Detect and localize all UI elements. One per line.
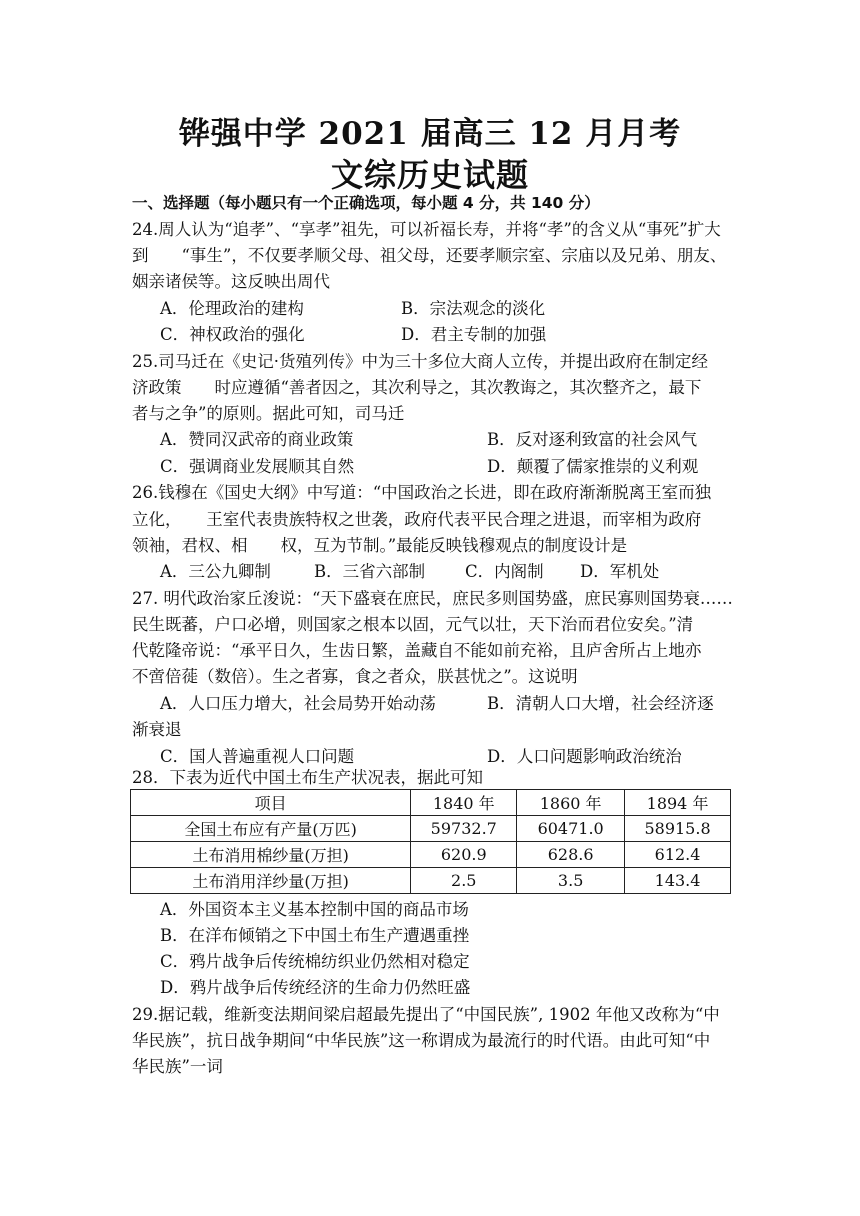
q27-option-b: B．清朝人口大增，社会经济逐 [487, 694, 714, 713]
q24-option-b: B．宗法观念的淡化 [401, 299, 546, 318]
table-cell: 59732.7 [411, 816, 517, 842]
table-header-cell: 1840 年 [411, 790, 517, 816]
question-24-line: 到 “事生”，不仅要孝顺父母、祖父母，还要孝顺宗室、宗庙以及兄弟、朋友、 [132, 246, 727, 265]
table-cell: 620.9 [411, 842, 517, 868]
table-cell: 612.4 [625, 842, 731, 868]
table-header-cell: 项目 [131, 790, 411, 816]
q27-option-d: D．人口问题影响政治统治 [487, 747, 682, 766]
table-header-row [131, 790, 731, 816]
table-row [131, 842, 731, 868]
q24-option-a: A．伦理政治的建构 [160, 299, 304, 318]
q26-option-c: C．内阁制 [465, 562, 544, 581]
production-table [130, 789, 731, 894]
question-27-line: 27. 明代政治家丘浚说：“天下盛衰在庶民，庶民多则国势盛，庶民寡则国势衰…… [132, 589, 733, 608]
table-cell: 2.5 [411, 868, 517, 894]
section-heading: 一、选择题（每小题只有一个正确选项，每小题 4 分，共 140 分） [132, 194, 600, 212]
q24-option-c: C．神权政治的强化 [160, 325, 305, 344]
table-cell: 143.4 [625, 868, 731, 894]
table-cell: 58915.8 [625, 816, 731, 842]
table-cell: 土布消用洋纱量(万担) [131, 868, 411, 894]
table-cell: 628.6 [517, 842, 625, 868]
q26-option-a: A．三公九卿制 [160, 562, 271, 581]
q25-option-d: D．颠覆了儒家推崇的义利观 [487, 457, 699, 476]
table-header-cell: 1894 年 [625, 790, 731, 816]
q27-option-c: C．国人普遍重视人口问题 [160, 747, 355, 766]
table-row [131, 816, 731, 842]
table-cell: 全国土布应有产量(万匹) [131, 816, 411, 842]
q27-option-a: A．人口压力增大，社会局势开始动荡 [160, 694, 436, 713]
q25-option-b: B．反对逐利致富的社会风气 [487, 430, 698, 449]
question-26-line: 领袖，君权、相 权，互为节制。”最能反映钱穆观点的制度设计是 [132, 536, 628, 555]
table-header-cell: 1860 年 [517, 790, 625, 816]
question-24-line: 姻亲诸侯等。这反映出周代 [132, 272, 330, 291]
question-27-line: 代乾隆帝说：“承平日久，生齿日繁，盖藏自不能如前充裕，且庐舍所占上地亦 [132, 641, 702, 660]
question-25-line: 者与之争”的原则。据此可知，司马迁 [132, 404, 405, 423]
table-cell: 60471.0 [517, 816, 625, 842]
table-row [131, 868, 731, 894]
question-29-line: 29.据记载，维新变法期间梁启超最先提出了“中国民族”, 1902 年他又改称为“中 [132, 1005, 720, 1024]
q28-option-b: B．在洋布倾销之下中国土布生产遭遇重挫 [160, 926, 470, 945]
question-25-line: 25.司马迁在《史记·货殖列传》中为三十多位大商人立传，并提出政府在制定经 [132, 352, 708, 371]
question-24-line: 24.周人认为“追孝”、“享孝”祖先，可以祈福长寿，并将“孝”的含义从“事死”扩大 [132, 220, 721, 239]
question-25-line: 济政策 时应遵循“善者因之，其次利导之，其次教诲之，其次整齐之，最下 [132, 378, 702, 397]
question-26-line: 立化， 王室代表贵族特权之世袭，政府代表平民合理之进退，而宰相为政府 [132, 510, 702, 529]
exam-title: 铧强中学 2021 届高三 12 月月考 [178, 116, 682, 152]
table-cell: 3.5 [517, 868, 625, 894]
question-27-line: 不啻倍蓰（数倍）。生之者寡，食之者众，朕甚忧之”。这说明 [132, 667, 578, 686]
question-29-line: 华民族”一词 [132, 1057, 223, 1076]
question-29-line: 华民族”，抗日战争期间“中华民族”这一称谓成为最流行的时代语。由此可知“中 [132, 1031, 711, 1050]
q25-option-a: A．赞同汉武帝的商业政策 [160, 430, 354, 449]
q28-option-a: A．外国资本主义基本控制中国的商品市场 [160, 900, 469, 919]
q26-option-d: D．军机处 [580, 562, 660, 581]
exam-subtitle: 文综历史试题 [330, 156, 529, 194]
q25-option-c: C．强调商业发展顺其自然 [160, 457, 355, 476]
q27-option-b-continued: 渐衰退 [132, 720, 182, 739]
q28-option-d: D．鸦片战争后传统经济的生命力仍然旺盛 [160, 978, 471, 997]
question-26-line: 26.钱穆在《国史大纲》中写道：“中国政治之长进，即在政府渐渐脱离王室而独 [132, 483, 712, 502]
table-cell: 土布消用棉纱量(万担) [131, 842, 411, 868]
q26-option-b: B．三省六部制 [314, 562, 426, 581]
q24-option-d: D．君主专制的加强 [401, 325, 547, 344]
question-27-line: 民生既蕃，户口必增，则国家之根本以固，元气以壮，天下治而君位安矣。”清 [132, 615, 694, 634]
question-28-stem: 28．下表为近代中国土布生产状况表，据此可知 [132, 768, 483, 787]
q28-option-c: C．鸦片战争后传统棉纺织业仍然相对稳定 [160, 952, 470, 971]
